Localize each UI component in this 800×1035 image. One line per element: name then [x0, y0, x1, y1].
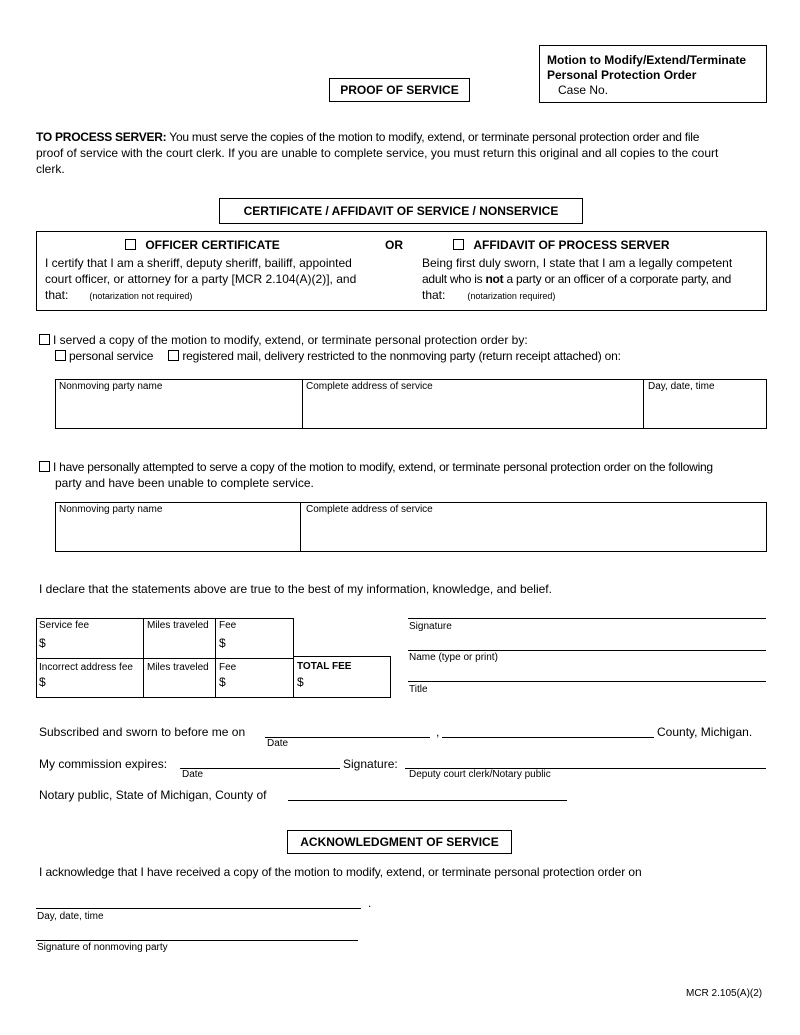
fee-label-1: Fee	[219, 620, 237, 631]
personal-service-checkbox[interactable]	[55, 350, 66, 361]
or-label: OR	[385, 238, 403, 252]
served-col-address: Complete address of service	[306, 381, 433, 392]
signature-label: Signature	[409, 621, 452, 632]
notary-county-line[interactable]	[288, 800, 567, 801]
affidavit-that: that:	[422, 288, 446, 302]
attempted-text1: I have personally attempted to serve a copy of the motion to modify, extend, or terminate personal protection order on the following	[53, 460, 713, 474]
attempted-col-address: Complete address of service	[306, 504, 433, 515]
attempted-text2: party and have been unable to complete service.	[55, 476, 314, 490]
affidavit-line2b: not	[485, 272, 504, 286]
officer-note: (notarization not required)	[89, 291, 193, 301]
acknowledgment-title: ACKNOWLEDGMENT OF SERVICE	[287, 830, 512, 854]
personal-service-label: personal service	[69, 349, 154, 363]
fee-dollar-2: $	[219, 675, 226, 689]
case-title-line2: Personal Protection Order	[547, 68, 697, 82]
subscribed-date-label: Date	[267, 738, 289, 749]
fee-label-2: Fee	[219, 662, 237, 673]
case-title-line1: Motion to Modify/Extend/Terminate	[547, 53, 747, 67]
service-fee-label: Service fee	[39, 620, 90, 631]
affidavit-heading	[453, 238, 670, 252]
form-number: MCR 2.105(A)(2)	[686, 988, 763, 999]
officer-certificate-heading	[125, 238, 280, 252]
officer-line2: court officer, or attorney for a party [MCR 2.104(A)(2)], and	[45, 272, 357, 286]
instructions-lead: TO PROCESS SERVER:	[36, 130, 167, 144]
affidavit-checkbox[interactable]	[453, 239, 464, 250]
officer-certificate-checkbox[interactable]	[125, 239, 136, 250]
certificate-title: CERTIFICATE / AFFIDAVIT OF SERVICE / NONSERVICE	[219, 198, 583, 224]
title-label: Title	[409, 684, 428, 695]
affidavit-note: (notarization required)	[467, 291, 556, 301]
ack-datetime-label: Day, date, time	[37, 911, 104, 922]
attempted-checkbox[interactable]	[39, 461, 50, 472]
declaration: I declare that the statements above are true to the best of my information, knowledge, and belief.	[39, 582, 552, 596]
ack-period: .	[368, 896, 372, 910]
officer-that: that:	[45, 288, 69, 302]
ack-signature-label: Signature of nonmoving party	[37, 942, 168, 953]
commission-expires-label: My commission expires:	[39, 757, 168, 771]
incorrect-fee-dollar: $	[39, 675, 46, 689]
county-michigan-label: County, Michigan.	[657, 725, 753, 739]
total-fee-label: TOTAL FEE	[297, 661, 352, 672]
attempted-line	[39, 459, 713, 491]
subscribed-label: Subscribed and sworn to before me on	[39, 725, 246, 739]
incorrect-address-fee-label: Incorrect address fee	[39, 662, 133, 673]
ack-datetime-line[interactable]	[36, 908, 361, 909]
served-checkbox[interactable]	[39, 334, 50, 345]
fee-dollar-1: $	[219, 636, 226, 650]
total-fee-dollar: $	[297, 675, 304, 689]
acknowledgment-text: I acknowledge that I have received a copy of the motion to modify, extend, or terminate personal protection order on	[39, 865, 642, 879]
served-text: I served a copy of the motion to modify, extend, or terminate personal protection order by:	[53, 333, 528, 347]
officer-line1: I certify that I am a sheriff, deputy sheriff, bailiff, appointed	[45, 256, 352, 270]
affidavit-line2c: a party or an officer of a corporate party, and	[503, 272, 732, 286]
instructions-line2: proof of service with the court clerk. If you are unable to complete service, you must return this original and all copies to the court	[36, 146, 719, 160]
affidavit-text	[422, 255, 732, 304]
served-method-line	[55, 349, 621, 363]
affidavit-line2a: adult who is	[422, 272, 486, 286]
served-col-party: Nonmoving party name	[59, 381, 163, 392]
county-line[interactable]	[442, 737, 654, 738]
served-line	[39, 333, 528, 347]
notary-state-label: Notary public, State of Michigan, County of	[39, 788, 267, 802]
ack-signature-line[interactable]	[36, 940, 358, 941]
comma: ,	[436, 725, 440, 739]
affidavit-title: AFFIDAVIT OF PROCESS SERVER	[473, 238, 670, 252]
officer-certificate-title: OFFICER CERTIFICATE	[145, 238, 280, 252]
instructions-line3: clerk.	[36, 162, 65, 176]
instructions-line1: You must serve the copies of the motion to modify, extend, or terminate personal protection order and file	[166, 130, 700, 144]
notary-signature-label: Signature:	[343, 757, 398, 771]
officer-certificate-text	[45, 255, 356, 304]
miles-label-1: Miles traveled	[147, 620, 209, 631]
name-label: Name (type or print)	[409, 652, 498, 663]
affidavit-line1: Being first duly sworn, I state that I am a legally competent	[422, 256, 733, 270]
miles-label-2: Miles traveled	[147, 662, 209, 673]
service-fee-dollar: $	[39, 636, 46, 650]
served-col-datetime: Day, date, time	[648, 381, 715, 392]
instructions	[36, 129, 768, 177]
case-box	[539, 45, 767, 103]
subscribed-date-line[interactable]	[265, 737, 430, 738]
case-no-label: Case No.	[558, 83, 609, 97]
registered-mail-checkbox[interactable]	[168, 350, 179, 361]
commission-date-label: Date	[182, 769, 204, 780]
commission-date-line[interactable]	[180, 768, 340, 769]
deputy-clerk-label: Deputy court clerk/Notary public	[409, 769, 551, 780]
registered-mail-label: registered mail, delivery restricted to the nonmoving party (return receipt attached) on:	[182, 349, 621, 363]
attempted-col-party: Nonmoving party name	[59, 504, 163, 515]
proof-of-service-title: PROOF OF SERVICE	[329, 78, 470, 102]
